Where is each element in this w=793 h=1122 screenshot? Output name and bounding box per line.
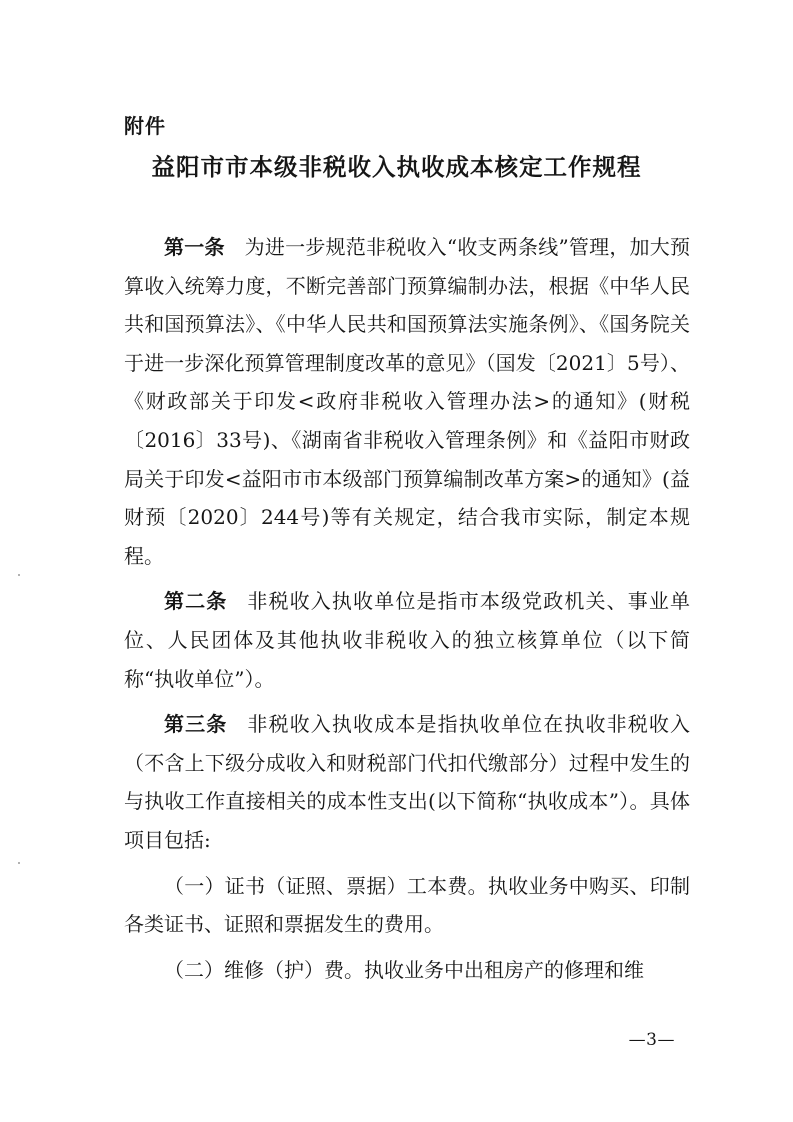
article-1-text: 为进一步规范非税收入“收支两条线”管理，加大预算收入统筹力度，不断完善部门预算编制办法，根据《中华人民共和国预算法》、《中华人民共和国预算法实施条例》、《国务院关于进一步深化预算管理制度改革的意见》（国发〔2021〕5号）、《财政部关于印发<政府非税收入管理办法>的通知》(财税〔2016〕33号)、《湖南省非税收入管理条例》和《益阳市财政局关于印发<益阳市市本级部门预算编制改革方案>的通知》(益财预〔2020〕244号)等有关规定，结合我市实际，制定本规程。 bbox=[124, 235, 691, 568]
article-3 bbox=[124, 705, 690, 859]
article-2-text: 非税收入执收单位是指市本级党政机关、事业单位、人民团体及其他执收非税收入的独立核算单位（以下简称“执收单位”）。 bbox=[124, 589, 691, 691]
article-1-label: 第一条 bbox=[164, 235, 225, 259]
item-1: （一）证书（证照、票据）工本费。执收业务中购买、印制各类证书、证照和票据发生的费用。 bbox=[124, 873, 690, 937]
document-body bbox=[124, 228, 690, 989]
article-3-text: 非税收入执收成本是指执收单位在执收非税收入（不含上下级分成收入和财税部门代扣代缴部分）过程中发生的与执收工作直接相关的成本性支出(以下简称“执收成本”）。具体项目包括: bbox=[124, 712, 691, 852]
attachment-label: 附件 bbox=[124, 114, 166, 138]
article-2 bbox=[124, 582, 690, 698]
document-title: 益阳市市本级非税收入执收成本核定工作规程 bbox=[151, 153, 642, 181]
scan-speck bbox=[18, 574, 20, 576]
article-2-label: 第二条 bbox=[164, 589, 228, 614]
item-2: （二）维修（护）费。执收业务中出租房产的修理和维 bbox=[164, 957, 644, 982]
page-number: —3— bbox=[628, 1030, 675, 1050]
article-1 bbox=[124, 228, 690, 575]
article-3-label: 第三条 bbox=[164, 712, 228, 737]
scan-speck bbox=[18, 862, 20, 864]
